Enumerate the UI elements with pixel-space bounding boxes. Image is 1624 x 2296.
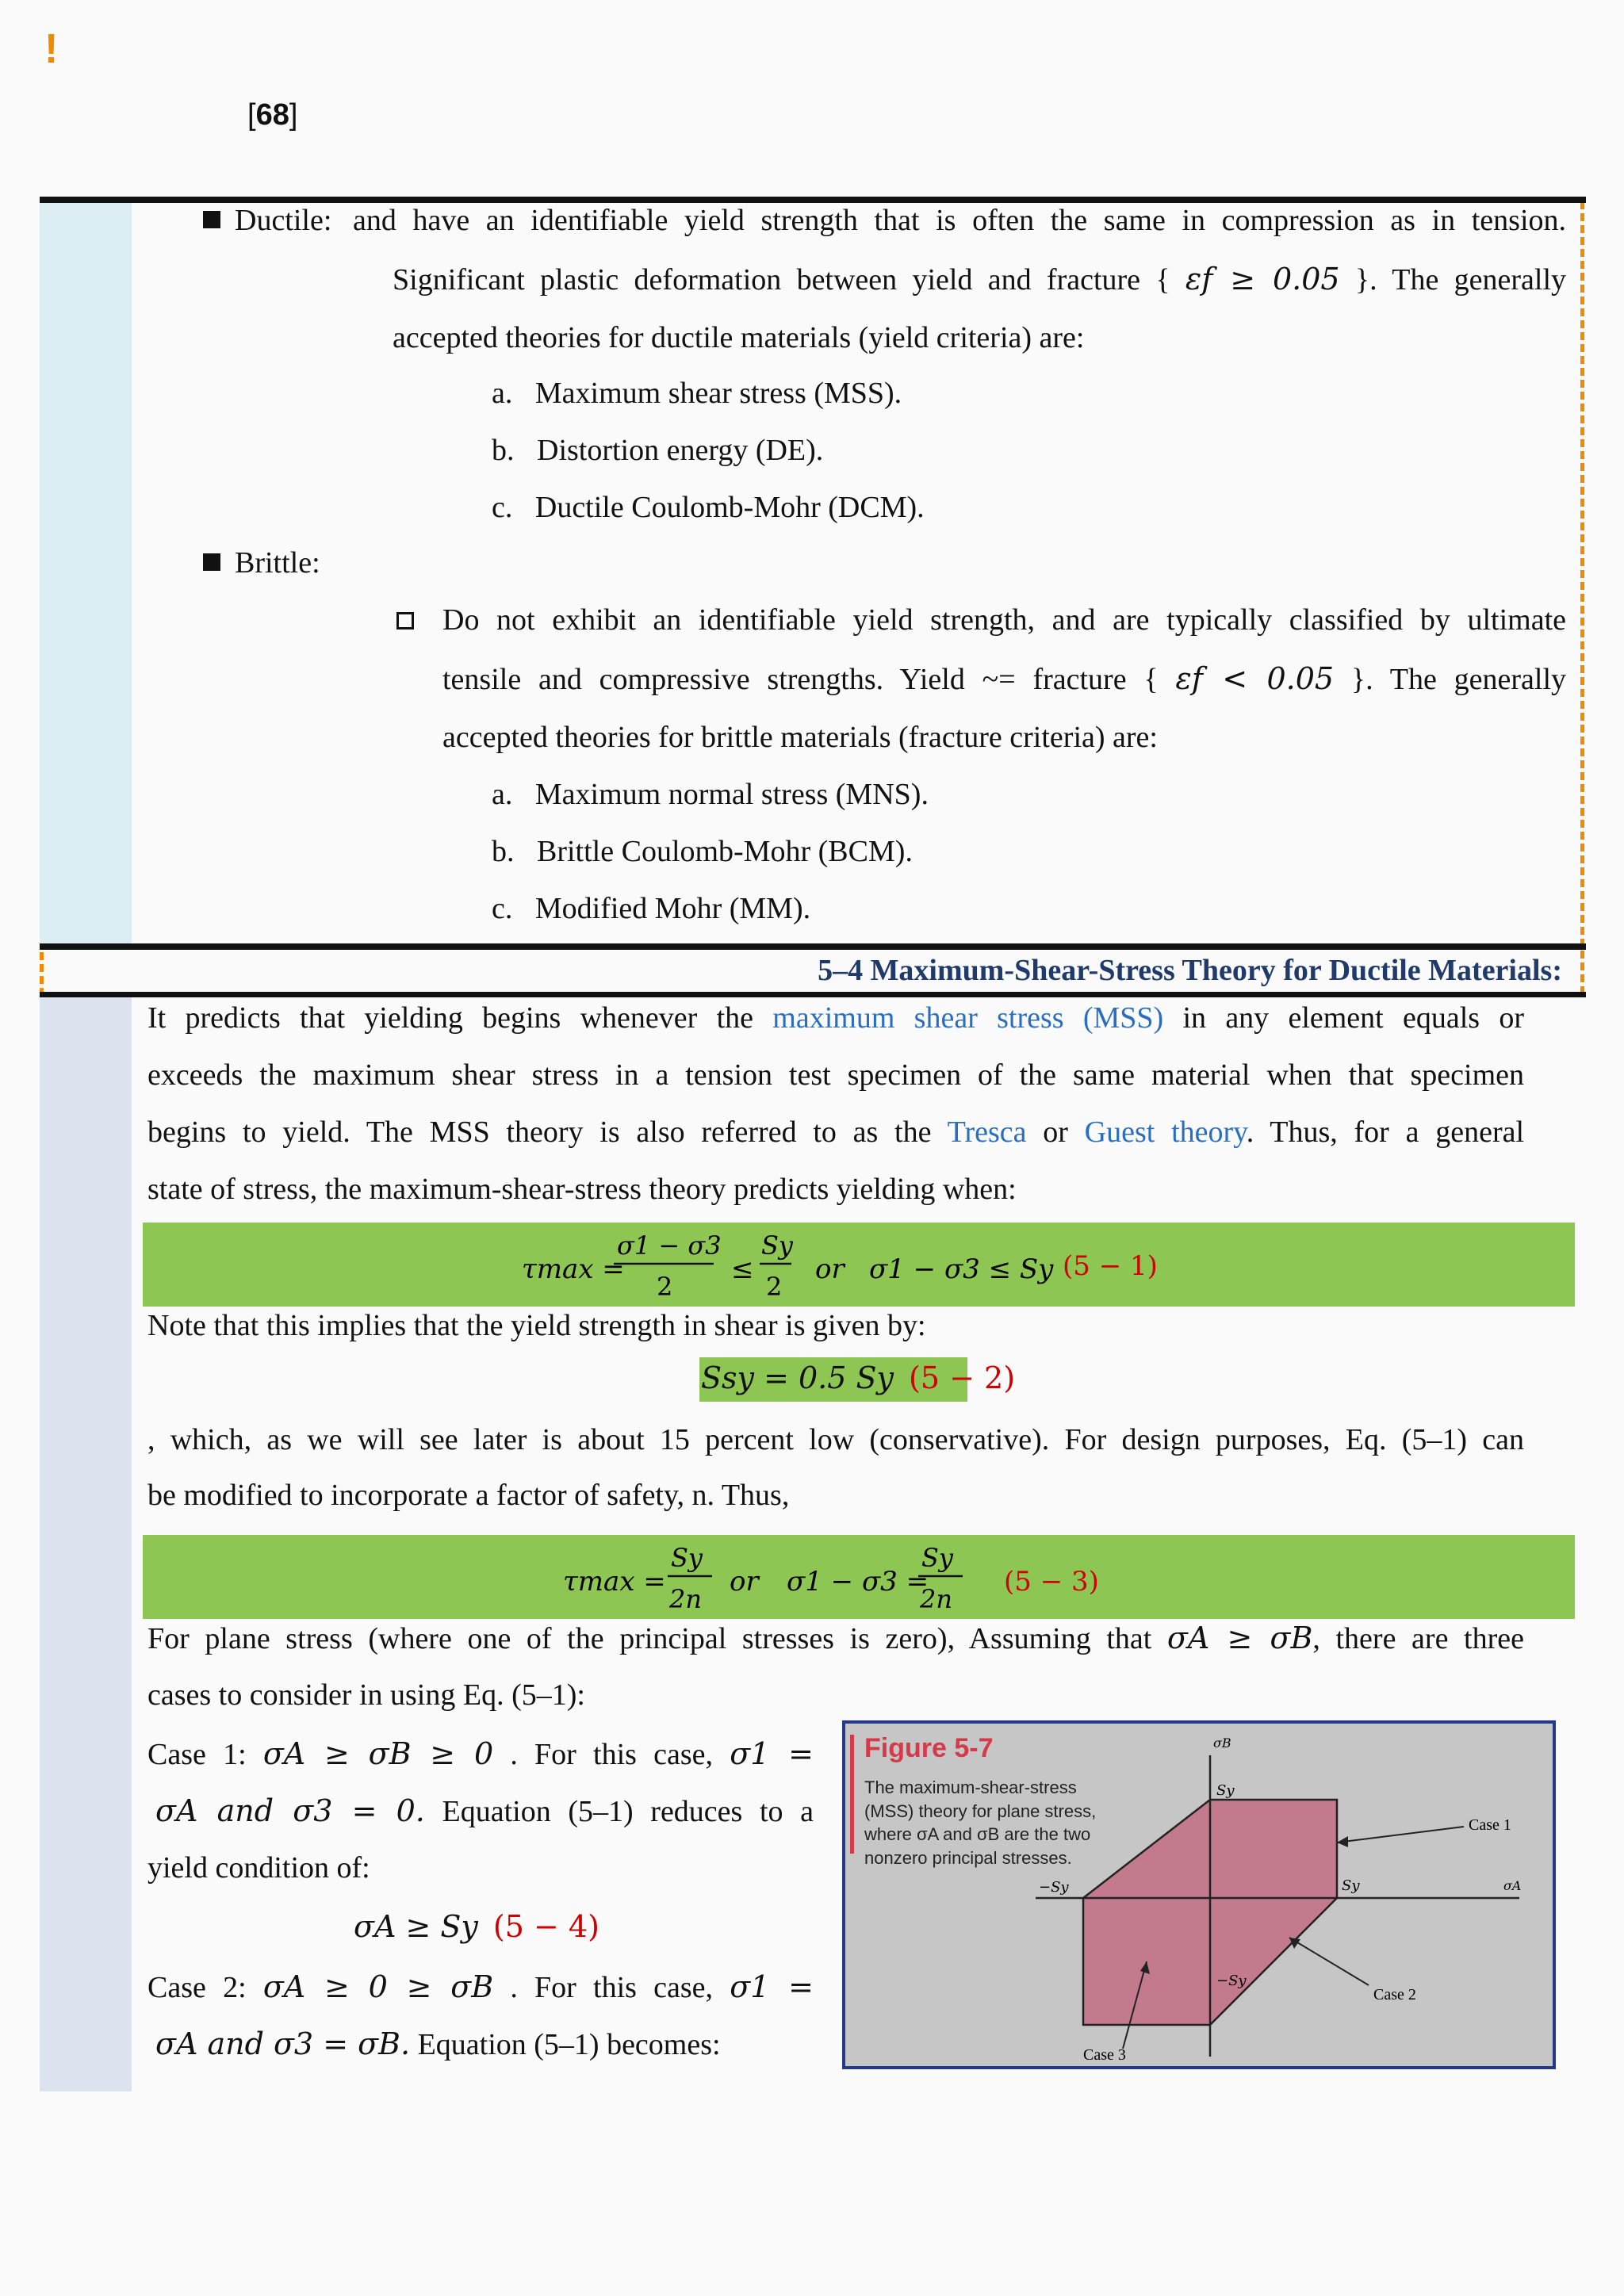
eq2-expr: Ssy = 0.5 Sy xyxy=(701,1360,894,1395)
ductile-item-c xyxy=(492,490,925,526)
para1-text-c: begins to yield. The MSS theory is also referred to as the xyxy=(147,1115,932,1149)
eq3-frac1-num: Sy xyxy=(671,1543,703,1573)
equation-5-1-svg xyxy=(143,1223,1575,1307)
section-header xyxy=(40,950,1586,997)
case1-label: Case 1: xyxy=(147,1738,247,1771)
checkbox-icon xyxy=(396,612,414,629)
section-title: 5–4 Maximum-Shear-Stress Theory for Ductile Materials: xyxy=(818,954,1562,987)
eq4-label: (5 − 4) xyxy=(492,1909,599,1944)
eq1-lhs: τmax = xyxy=(522,1253,625,1285)
ductile-line-2a: Significant plastic deformation between yield and fracture { xyxy=(393,263,1170,297)
para2-line-1: , which, as we will see later is about 15 percent low (conservative). For design purposes, Eq. (5–1) can xyxy=(147,1423,1524,1456)
case2-label: Case 2: xyxy=(147,1971,247,2004)
ductile-line-1: and have an identifiable yield strength that is often the same in compression as in tension. xyxy=(353,204,1566,237)
para1-line-3 xyxy=(147,1115,1524,1151)
brittle-strain-math: εf < 0.05 xyxy=(1175,661,1335,696)
neg-sy-left-label: −Sy xyxy=(1039,1879,1069,1896)
case1-arrowhead xyxy=(1337,1836,1348,1847)
mss-hexagon-diagram xyxy=(845,1724,1553,2066)
ductile-line-2 xyxy=(393,262,1566,299)
case1-fig-label: Case 1 xyxy=(1469,1816,1511,1834)
para3-text-a: For plane stress (where one of the principal stresses is zero), Assuming that xyxy=(147,1622,1152,1655)
case2-arrow xyxy=(1289,1938,1369,1985)
guest-theory-link[interactable]: Guest theory xyxy=(1084,1115,1247,1149)
figure-caption: The maximum-shear-stress (MSS) theory for plane stress, where σA and σB are the two nonzero principal stresses. xyxy=(864,1777,1097,1869)
eq1-frac1-den: 2 xyxy=(657,1272,673,1302)
figure-5-7 xyxy=(842,1720,1556,2069)
ductile-item-a xyxy=(492,376,902,412)
ductile-strain-math: εf ≥ 0.05 xyxy=(1185,262,1340,297)
eq1-rhs: σ1 − σ3 ≤ Sy xyxy=(869,1253,1054,1285)
axis-a-label: σA xyxy=(1503,1878,1522,1893)
case1-math2: σ1 = xyxy=(730,1736,814,1771)
case1-line2-math: σA and σ3 = 0. xyxy=(155,1793,425,1828)
or-word: or xyxy=(1043,1115,1068,1149)
eq3-frac2-num: Sy xyxy=(921,1543,953,1573)
item-text: Distortion energy (DE). xyxy=(537,434,824,467)
equation-5-4 xyxy=(354,1909,599,1946)
case1-line2-text: Equation (5–1) reduces to a xyxy=(442,1795,814,1828)
item-letter: c. xyxy=(492,892,513,925)
equation-5-3-svg xyxy=(143,1535,1575,1619)
para1-line-4: state of stress, the maximum-shear-stress theory predicts yielding when: xyxy=(147,1173,1017,1206)
neg-sy-bottom-label: −Sy xyxy=(1216,1973,1247,1989)
item-text: Ductile Coulomb-Mohr (DCM). xyxy=(534,491,925,524)
eq1-le: ≤ xyxy=(731,1253,754,1285)
ductile-label: Ductile: xyxy=(235,204,332,237)
eq3-frac2-den: 2n xyxy=(920,1584,952,1614)
case2-line2-math: σA and σ3 = σB. xyxy=(155,2026,411,2061)
equation-5-2 xyxy=(701,1360,1015,1398)
para1-text-b: in any element equals or xyxy=(1182,1001,1525,1035)
item-text: Maximum shear stress (MSS). xyxy=(534,377,902,410)
case3-fig-label: Case 3 xyxy=(1083,2046,1126,2064)
eq1-label: (5 − 1) xyxy=(1063,1250,1158,1282)
brittle-line-1: Do not exhibit an identifiable yield strength, and are typically classified by ultimate xyxy=(442,603,1566,637)
eq3-frac1-den: 2n xyxy=(669,1584,702,1614)
tresca-link[interactable]: Tresca xyxy=(947,1115,1027,1149)
brittle-line-2 xyxy=(442,661,1566,698)
item-letter: c. xyxy=(492,491,513,524)
para1-line-1 xyxy=(147,1001,1524,1037)
mss-term-link[interactable]: maximum shear stress (MSS) xyxy=(772,1001,1164,1035)
ductile-line-3: accepted theories for ductile materials (yield criteria) are: xyxy=(393,321,1085,354)
eq3-label: (5 − 3) xyxy=(1004,1566,1099,1598)
eq1-frac1-num: σ1 − σ3 xyxy=(617,1230,722,1261)
para1-text-a: It predicts that yielding begins whenever the xyxy=(147,1001,754,1035)
ductile-item-b xyxy=(492,433,823,469)
brittle-line-2b: }. The generally xyxy=(1350,663,1567,696)
para3-line-2: cases to consider in using Eq. (5–1): xyxy=(147,1678,585,1712)
sy-right-label: Sy xyxy=(1342,1877,1360,1894)
case1-line-1 xyxy=(147,1736,814,1774)
brittle-line-3: accepted theories for brittle materials (fracture criteria) are: xyxy=(442,721,1158,754)
brittle-item-c xyxy=(492,891,810,928)
item-letter: b. xyxy=(492,434,515,467)
square-bullet-icon xyxy=(203,211,220,228)
case2-math2: σ1 = xyxy=(730,1969,814,2004)
item-letter: a. xyxy=(492,377,513,410)
para3-line-1 xyxy=(147,1621,1524,1658)
case2-fig-label: Case 2 xyxy=(1373,1986,1416,2003)
eq3-mid: σ1 − σ3 = xyxy=(787,1566,929,1598)
checkbox-bullet xyxy=(396,603,428,639)
para1-line-2: exceeds the maximum shear stress in a tension test specimen of the same material when that specimen xyxy=(147,1058,1524,1092)
box1-margin-band xyxy=(40,203,132,943)
para2-line-2: be modified to incorporate a factor of safety, n. Thus, xyxy=(147,1479,790,1512)
case1-text: . For this case, xyxy=(510,1738,714,1771)
item-letter: a. xyxy=(492,778,513,811)
eq1-or: or xyxy=(815,1253,845,1285)
ductile-line-2b: }. The generally xyxy=(1354,263,1566,297)
sy-top-label: Sy xyxy=(1216,1782,1235,1799)
case1-math: σA ≥ σB ≥ 0 xyxy=(262,1736,494,1771)
eq1-frac2-num: Sy xyxy=(761,1230,793,1261)
case1-arrow xyxy=(1337,1827,1464,1843)
case2-math: σA ≥ 0 ≥ σB xyxy=(262,1969,494,2004)
axis-b-label: σB xyxy=(1213,1735,1231,1751)
item-text: Modified Mohr (MM). xyxy=(534,892,811,925)
eq2-label: (5 − 2) xyxy=(909,1360,1016,1395)
note-line: Note that this implies that the yield strength in shear is given by: xyxy=(147,1309,926,1342)
item-text: Brittle Coulomb-Mohr (BCM). xyxy=(537,835,913,868)
case2-line-1 xyxy=(147,1969,814,2007)
section-margin-band xyxy=(40,997,132,2091)
para3-math: σA ≥ σB xyxy=(1166,1621,1313,1655)
equation-5-1 xyxy=(143,1223,1575,1307)
brittle-label: Brittle: xyxy=(235,546,320,580)
warning-mark: ! xyxy=(44,26,59,72)
page-number: [68] xyxy=(247,98,298,132)
brittle-line-2a: tensile and compressive strengths. Yield ~= fracture { xyxy=(442,663,1159,696)
figure-title: Figure 5-7 xyxy=(864,1733,994,1763)
equation-5-3 xyxy=(143,1535,1575,1619)
para3-text-b: , there are three xyxy=(1312,1622,1524,1655)
item-text: Maximum normal stress (MNS). xyxy=(534,778,929,811)
brittle-item-a xyxy=(492,777,929,813)
item-letter: b. xyxy=(492,835,515,868)
brittle-bullet-line xyxy=(203,545,320,582)
para1-text-d: . Thus, for a general xyxy=(1246,1115,1525,1149)
case1-line-3: yield condition of: xyxy=(147,1851,370,1885)
square-bullet-icon xyxy=(203,553,220,571)
brittle-item-b xyxy=(492,834,913,871)
case2-line-2 xyxy=(155,2026,721,2064)
case2-line2-text: Equation (5–1) becomes: xyxy=(417,2028,721,2061)
ductile-bullet-line xyxy=(203,203,331,239)
eq1-frac2-den: 2 xyxy=(766,1272,783,1302)
case2-text: . For this case, xyxy=(510,1971,714,2004)
eq4-expr: σA ≥ Sy xyxy=(354,1909,478,1944)
case1-line-2 xyxy=(155,1793,814,1831)
eq3-lhs: τmax = xyxy=(563,1566,666,1598)
eq3-or: or xyxy=(730,1566,759,1598)
